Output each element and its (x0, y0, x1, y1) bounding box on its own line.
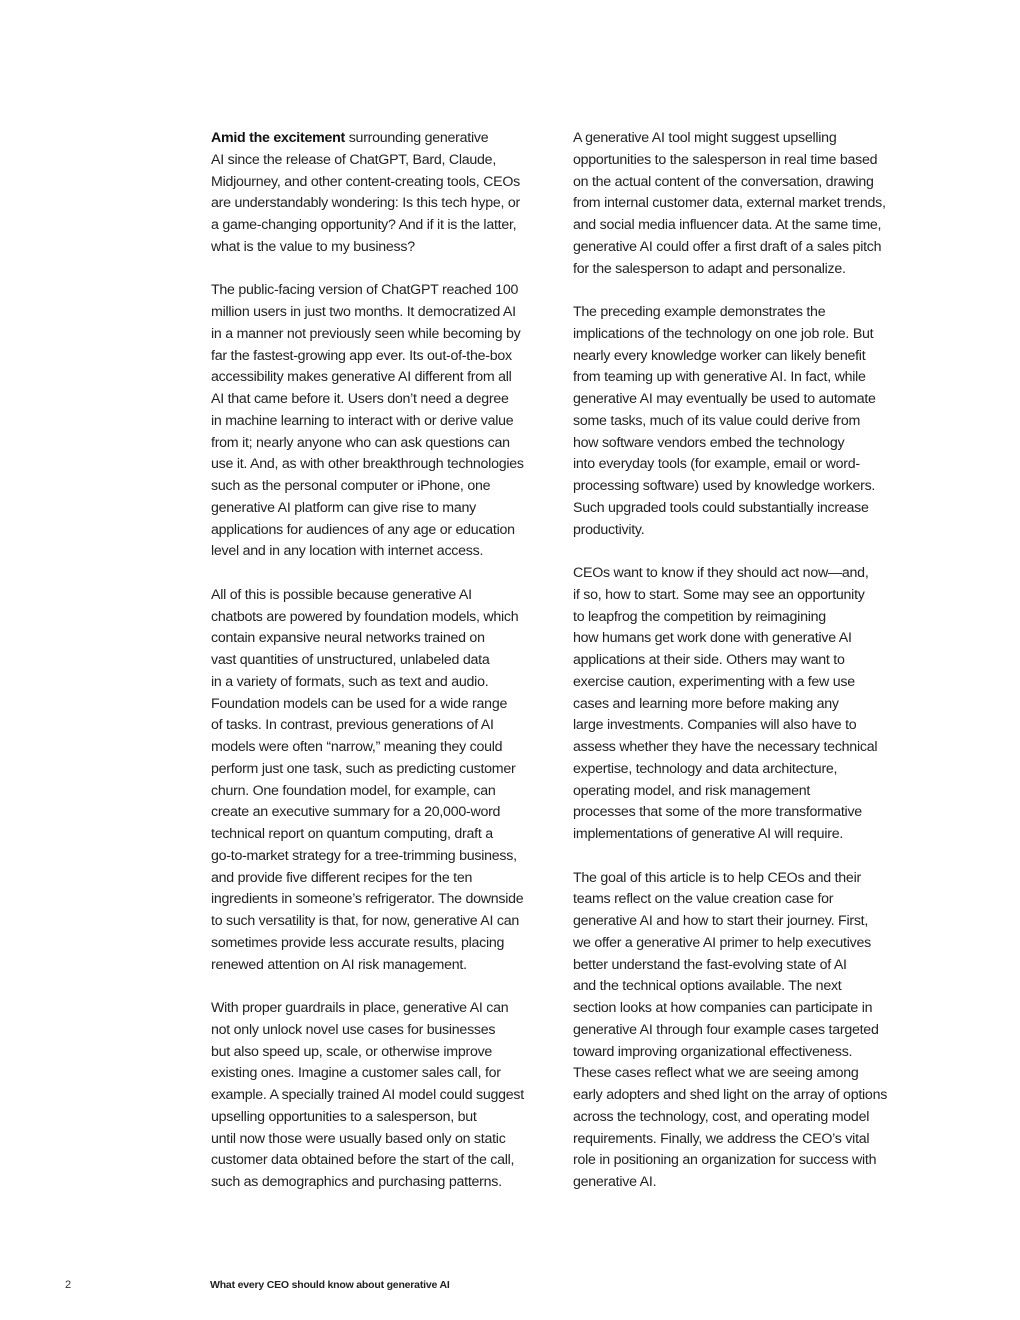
text-line (211, 759, 556, 781)
line-text: not only unlock novel use cases for businesses (211, 1021, 496, 1038)
text-line (573, 324, 918, 346)
line-text: churn. One foundation model, for example, can (211, 782, 496, 799)
text-line (211, 694, 556, 716)
line-text: implications of the technology on one job role. But (573, 325, 874, 342)
line-text: and provide five different recipes for the ten (211, 869, 473, 886)
text-line (211, 628, 556, 650)
line-text: With proper guardrails in place, generative AI can (211, 1000, 509, 1016)
line-text: such as the personal computer or iPhone, one (211, 478, 491, 494)
text-line (211, 933, 556, 955)
text-line (573, 802, 918, 824)
line-text: generative AI through four example cases targeted (573, 1021, 879, 1038)
body-paragraph (573, 128, 918, 280)
line-text: The goal of this article is to help CEOs and their (573, 869, 861, 886)
line-text: ingredients in someone’s refrigerator. The downside (211, 891, 524, 908)
text-line (573, 498, 918, 520)
text-line (211, 824, 556, 846)
text-line (211, 607, 556, 629)
line-text: nearly every knowledge worker can likely benefit (573, 347, 866, 364)
footer-document-title: What every CEO should know about generative AI (210, 1279, 450, 1291)
line-text: go-to-market strategy for a tree-trimming business, (211, 847, 517, 864)
text-line (573, 1150, 918, 1172)
left-text-column (211, 128, 556, 1194)
line-text: until now those were usually based only on static (211, 1130, 506, 1147)
line-text: Midjourney, and other content-creating tools, CEOs (211, 173, 520, 190)
body-paragraph (573, 868, 918, 1194)
text-line (211, 302, 556, 324)
line-text: toward improving organizational effectiveness. (573, 1043, 853, 1060)
text-line (573, 911, 918, 933)
line-text: how humans get work done with generative AI (573, 630, 852, 647)
text-line (573, 367, 918, 389)
text-line (573, 411, 918, 433)
line-text: teams reflect on the value creation case for (573, 891, 834, 908)
text-line (573, 868, 918, 890)
text-line (573, 998, 918, 1020)
text-line (211, 672, 556, 694)
text-line (573, 933, 918, 955)
text-line (211, 411, 556, 433)
line-text: exercise caution, experimenting with a few use (573, 673, 855, 690)
line-text: create an executive summary for a 20,000-word (211, 804, 501, 821)
text-line (211, 737, 556, 759)
line-text: applications at their side. Others may want to (573, 652, 845, 668)
text-line (573, 1042, 918, 1064)
text-line (211, 193, 556, 215)
text-line (211, 541, 556, 563)
line-text: surrounding generative (345, 130, 489, 146)
text-line (211, 868, 556, 890)
line-text: existing ones. Imagine a customer sales call, for (211, 1065, 501, 1082)
line-text: AI that came before it. Users don’t need a degree (211, 391, 509, 407)
text-line (573, 672, 918, 694)
line-text: cases and learning more before making any (573, 695, 839, 712)
line-text: and social media influencer data. At the same time, (573, 217, 882, 233)
line-text: to such versatility is that, for now, generative AI can (211, 913, 519, 929)
text-line (211, 476, 556, 498)
line-text: into everyday tools (for example, email or word- (573, 456, 860, 473)
text-line (573, 128, 918, 150)
line-text: far the fastest-growing app ever. Its out-of-the-box (211, 347, 512, 364)
text-line (211, 955, 556, 977)
line-text: productivity. (573, 521, 645, 538)
text-line (211, 585, 556, 607)
lead-in-bold: Amid the excitement (211, 130, 346, 146)
text-line (573, 1107, 918, 1129)
text-line (573, 628, 918, 650)
line-text: AI since the release of ChatGPT, Bard, Claude, (211, 151, 497, 168)
text-line (573, 172, 918, 194)
text-line (573, 737, 918, 759)
text-line (211, 1107, 556, 1129)
paragraph-gap (211, 259, 556, 281)
text-line (573, 433, 918, 455)
text-line (573, 476, 918, 498)
text-line (211, 128, 556, 150)
line-text: use it. And, as with other breakthrough technologies (211, 456, 524, 473)
line-text: vast quantities of unstructured, unlabeled data (211, 652, 490, 668)
line-text: opportunities to the salesperson in real time based (573, 151, 878, 168)
line-text: expertise, technology and data architecture, (573, 760, 838, 777)
text-line (211, 433, 556, 455)
text-line (211, 237, 556, 259)
text-line (573, 1129, 918, 1151)
line-text: in a manner not previously seen while becoming by (211, 325, 521, 342)
line-text: from internal customer data, external market trends, (573, 195, 886, 212)
text-line (573, 1063, 918, 1085)
text-line (211, 802, 556, 824)
line-text: generative AI could offer a first draft of a sales pitch (573, 238, 882, 255)
line-text: million users in just two months. It democratized AI (211, 304, 516, 320)
line-text: a game-changing opportunity? And if it is the latter, (211, 217, 517, 233)
line-text: early adopters and shed light on the array of options (573, 1087, 888, 1103)
line-text: applications for audiences of any age or education (211, 521, 515, 538)
text-line (211, 715, 556, 737)
line-text: across the technology, cost, and operating model (573, 1108, 870, 1125)
text-line (573, 781, 918, 803)
text-line (211, 150, 556, 172)
paragraph-gap (573, 846, 918, 868)
line-text: better understand the fast-evolving state of AI (573, 956, 847, 973)
text-line (573, 889, 918, 911)
line-text: what is the value to my business? (211, 238, 415, 255)
line-text: are understandably wondering: Is this tech hype, or (211, 195, 521, 212)
line-text: some tasks, much of its value could derive from (573, 412, 861, 429)
text-line (573, 585, 918, 607)
line-text: if so, how to start. Some may see an opportunity (573, 586, 865, 603)
body-paragraph (211, 585, 556, 977)
paragraph-gap (573, 541, 918, 563)
line-text: large investments. Companies will also have to (573, 717, 857, 734)
text-line (211, 1172, 556, 1194)
page-number: 2 (65, 1279, 72, 1291)
line-text: technical report on quantum computing, draft a (211, 826, 493, 842)
text-line (573, 976, 918, 998)
line-text: but also speed up, scale, or otherwise improve (211, 1043, 493, 1060)
text-line (573, 259, 918, 281)
line-text: assess whether they have the necessary technical (573, 739, 878, 755)
line-text: implementations of generative AI will require. (573, 826, 844, 842)
paragraph-gap (211, 563, 556, 585)
text-line (211, 172, 556, 194)
text-line (211, 1085, 556, 1107)
line-text: processes that some of the more transformative (573, 804, 862, 821)
line-text: such as demographics and purchasing patterns. (211, 1174, 502, 1190)
text-line (573, 1172, 918, 1194)
line-text: renewed attention on AI risk management. (211, 956, 467, 973)
line-text: generative AI. (573, 1174, 657, 1190)
line-text: of tasks. In contrast, previous generations of AI (211, 717, 494, 734)
text-line (211, 1042, 556, 1064)
text-line (211, 324, 556, 346)
text-line (211, 389, 556, 411)
line-text: in a variety of formats, such as text and audio. (211, 673, 489, 690)
line-text: to leapfrog the competition by reimagining (573, 608, 826, 625)
line-text: sometimes provide less accurate results, placing (211, 934, 505, 951)
line-text: example. A specially trained AI model could suggest (211, 1087, 524, 1103)
line-text: The public-facing version of ChatGPT reached 100 (211, 282, 519, 299)
line-text: from teaming up with generative AI. In fact, while (573, 369, 866, 386)
text-line (573, 1085, 918, 1107)
text-line (573, 650, 918, 672)
text-line (211, 889, 556, 911)
text-line (211, 346, 556, 368)
text-line (573, 520, 918, 542)
line-text: section looks at how companies can participate in (573, 1000, 873, 1016)
text-line (211, 1129, 556, 1151)
text-line (211, 520, 556, 542)
text-line (211, 1063, 556, 1085)
line-text: from it; nearly anyone who can ask questions can (211, 434, 510, 451)
line-text: customer data obtained before the start of the call, (211, 1152, 515, 1169)
line-text: upselling opportunities to a salesperson, but (211, 1108, 477, 1125)
line-text: CEOs want to know if they should act now—and, (573, 565, 869, 581)
text-line (573, 150, 918, 172)
text-line (211, 280, 556, 302)
text-line (573, 302, 918, 324)
line-text: generative AI platform can give rise to many (211, 499, 477, 516)
text-line (573, 563, 918, 585)
body-paragraph (211, 128, 556, 259)
line-text: role in positioning an organization for success with (573, 1152, 877, 1169)
body-paragraph (573, 302, 918, 541)
line-text: processing software) used by knowledge workers. (573, 478, 876, 494)
line-text: perform just one task, such as predicting customer (211, 760, 516, 777)
text-line (211, 498, 556, 520)
line-text: models were often “narrow,” meaning they could (211, 739, 503, 755)
text-line (573, 346, 918, 368)
text-line (573, 715, 918, 737)
line-text: contain expansive neural networks trained on (211, 630, 485, 647)
line-text: and the technical options available. The next (573, 978, 842, 995)
text-line (211, 454, 556, 476)
text-line (573, 389, 918, 411)
body-paragraph (211, 998, 556, 1194)
text-line (573, 1020, 918, 1042)
text-line (211, 1150, 556, 1172)
text-line (573, 215, 918, 237)
line-text: generative AI and how to start their journey. First, (573, 913, 869, 929)
text-line (211, 998, 556, 1020)
line-text: for the salesperson to adapt and personalize. (573, 260, 846, 277)
line-text: in machine learning to interact with or derive value (211, 412, 514, 429)
text-line (573, 955, 918, 977)
text-line (573, 193, 918, 215)
text-line (573, 694, 918, 716)
line-text: how software vendors embed the technology (573, 434, 845, 451)
text-line (573, 237, 918, 259)
text-line (211, 367, 556, 389)
line-text: we offer a generative AI primer to help executives (573, 934, 871, 951)
text-line (211, 846, 556, 868)
line-text: generative AI may eventually be used to automate (573, 391, 876, 407)
line-text: accessibility makes generative AI different from all (211, 369, 512, 386)
line-text: operating model, and risk management (573, 782, 811, 799)
line-text: A generative AI tool might suggest upselling (573, 130, 837, 146)
text-line (573, 607, 918, 629)
line-text: Foundation models can be used for a wide range (211, 695, 508, 712)
body-paragraph (211, 280, 556, 563)
text-line (211, 1020, 556, 1042)
text-line (573, 759, 918, 781)
line-text: All of this is possible because generative AI (211, 586, 472, 603)
body-paragraph (573, 563, 918, 846)
text-line (211, 215, 556, 237)
line-text: Such upgraded tools could substantially increase (573, 499, 869, 516)
text-line (573, 454, 918, 476)
text-line (211, 781, 556, 803)
right-text-column (573, 128, 918, 1194)
line-text: on the actual content of the conversation, drawing (573, 173, 874, 190)
paragraph-gap (573, 280, 918, 302)
line-text: requirements. Finally, we address the CEO’s vital (573, 1130, 870, 1147)
line-text: level and in any location with internet access. (211, 543, 484, 560)
paragraph-gap (211, 976, 556, 998)
text-line (211, 911, 556, 933)
line-text: The preceding example demonstrates the (573, 304, 826, 320)
line-text: chatbots are powered by foundation models, which (211, 608, 519, 625)
text-line (211, 650, 556, 672)
text-line (573, 824, 918, 846)
line-text: These cases reflect what we are seeing among (573, 1065, 859, 1082)
